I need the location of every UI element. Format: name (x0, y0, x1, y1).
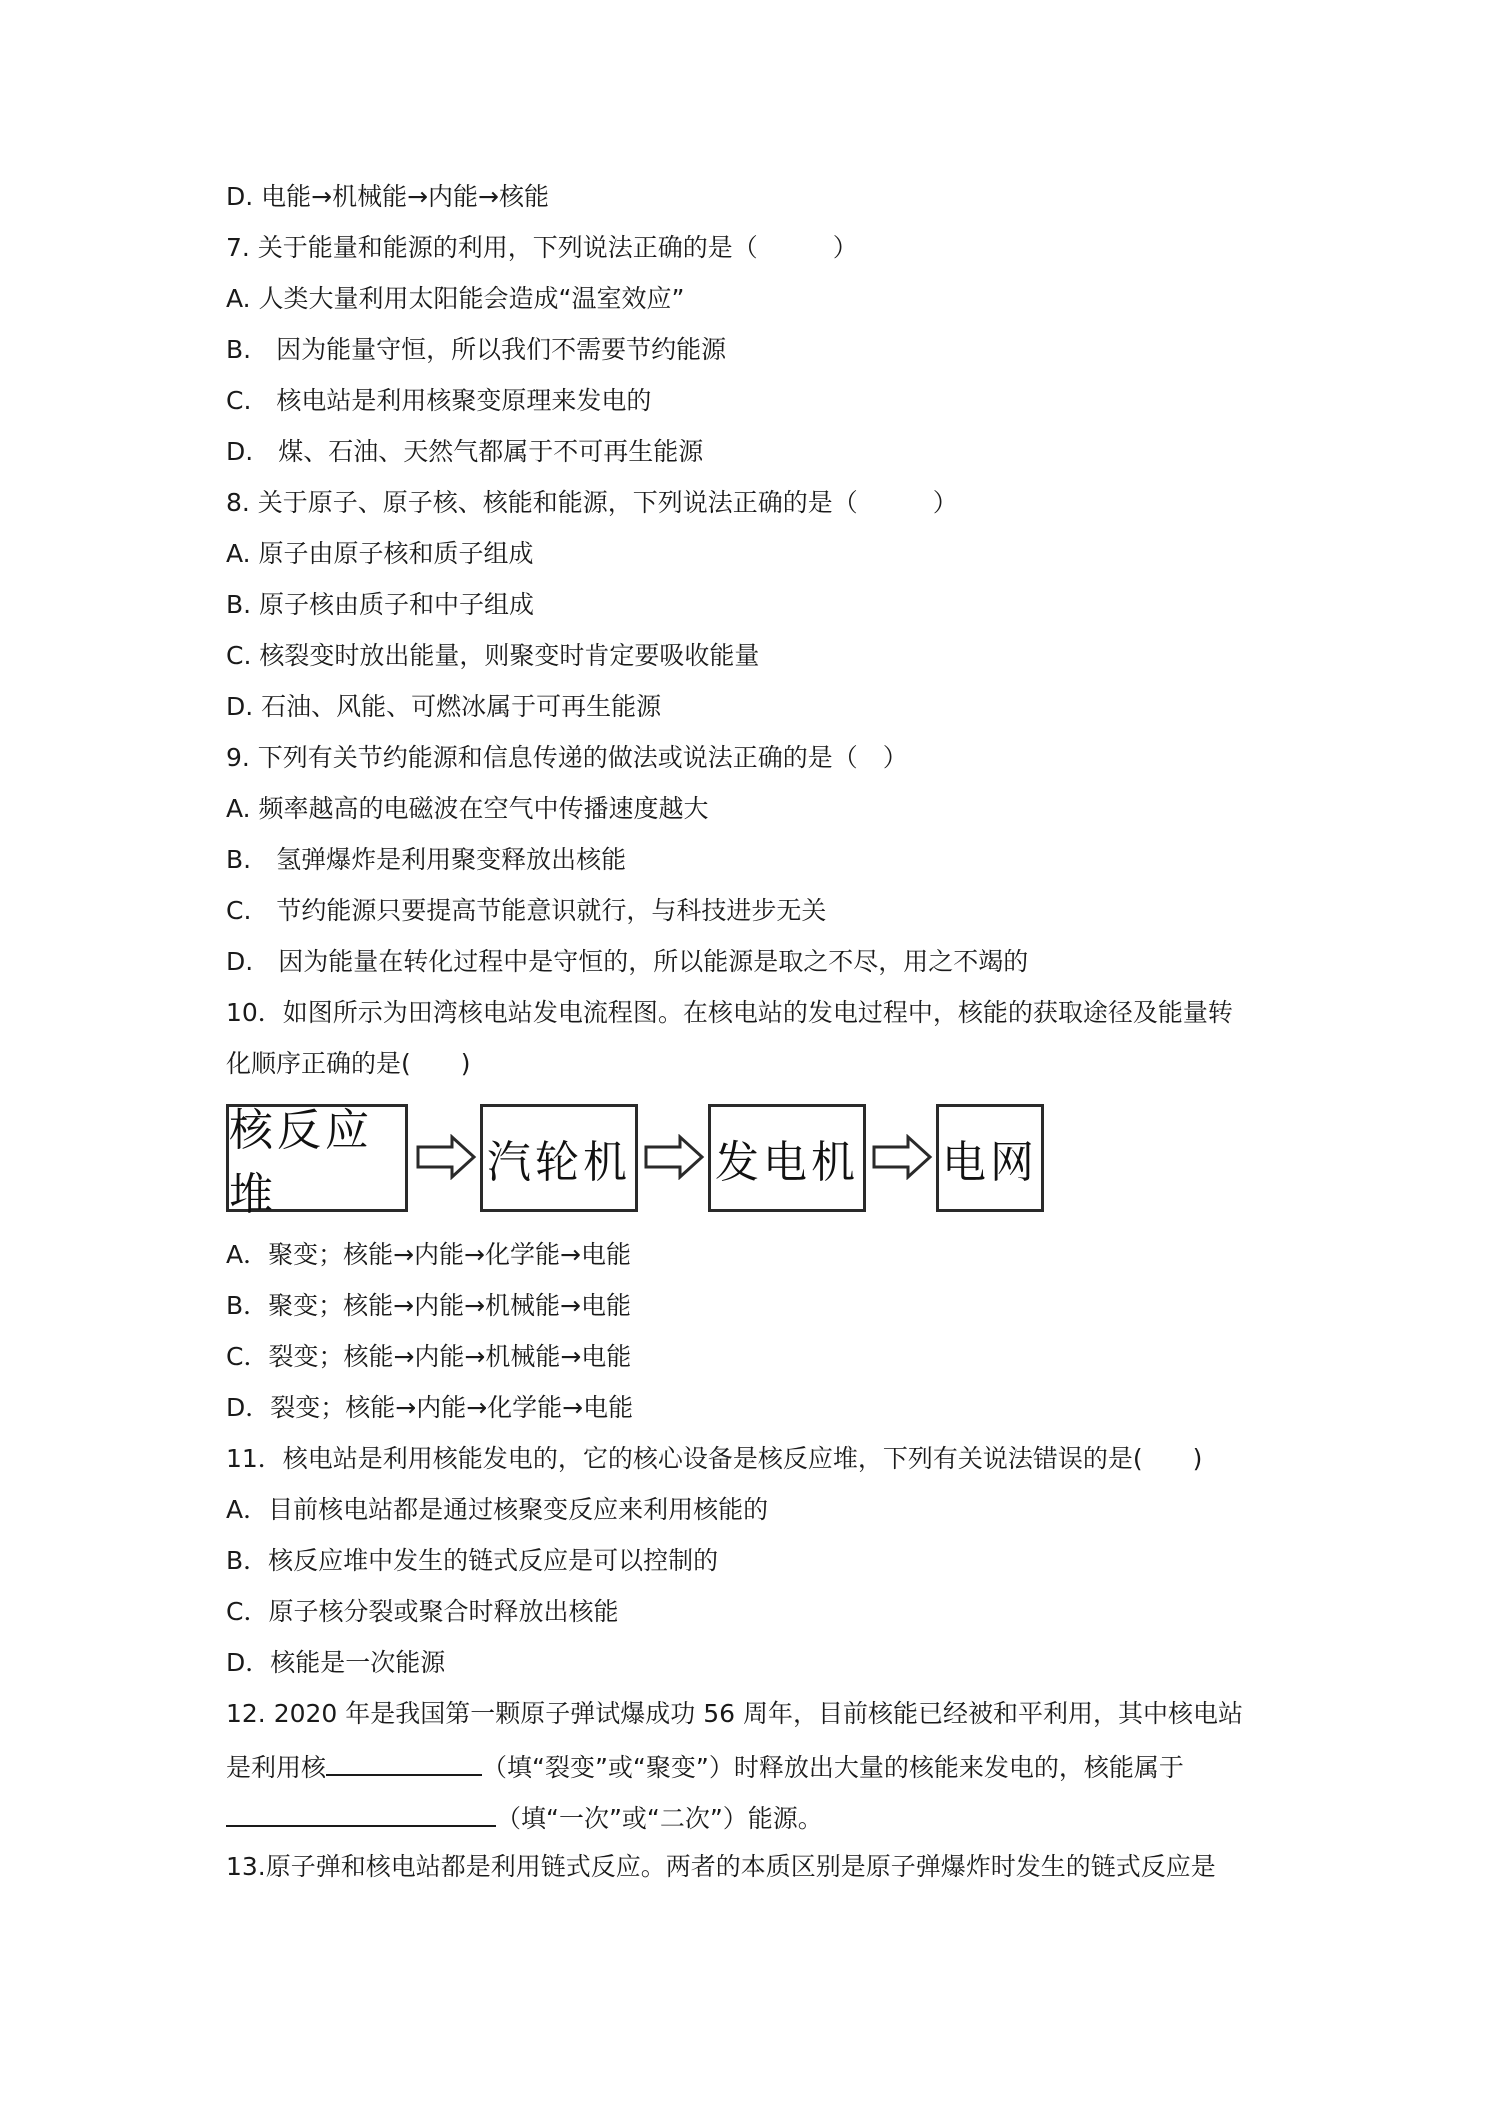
flow-arrow-icon (644, 1134, 706, 1180)
q12-line3 (226, 1799, 1286, 1836)
q10-option-b: B．聚变；核能→内能→机械能→电能 (226, 1291, 631, 1320)
q11-option-b: B．核反应堆中发生的链式反应是可以控制的 (226, 1546, 719, 1575)
q12-text-after-blank: （填“裂变”或“聚变”）时释放出大量的核能来发电的，核能属于 (482, 1753, 1184, 1782)
q11-option-c: C．原子核分裂或聚合时释放出核能 (226, 1597, 619, 1626)
q10-option-c: C．裂变；核能→内能→机械能→电能 (226, 1342, 632, 1371)
q9-stem: 9. 下列有关节约能源和信息传递的做法或说法正确的是（ ） (226, 743, 908, 772)
flow-box-grid: 电网 (936, 1104, 1044, 1212)
q8-stem: 8. 关于原子、原子核、核能和能源，下列说法正确的是（ ） (226, 488, 958, 517)
q7-option-b: B. 因为能量守恒，所以我们不需要节约能源 (226, 335, 727, 364)
q10-option-d: D．裂变；核能→内能→化学能→电能 (226, 1393, 634, 1422)
q12-text-line3: （填“一次”或“二次”）能源。 (496, 1804, 823, 1833)
flow-box-generator: 发电机 (708, 1104, 866, 1212)
flow-arrow-icon (872, 1134, 934, 1180)
q7-option-a: A. 人类大量利用太阳能会造成“温室效应” (226, 284, 685, 313)
q7-stem: 7. 关于能量和能源的利用，下列说法正确的是（ ） (226, 233, 858, 262)
q12-answer-blank-1[interactable] (326, 1748, 482, 1776)
flow-box-reactor: 核反应堆 (226, 1104, 408, 1212)
q8-option-d: D. 石油、风能、可燃冰属于可再生能源 (226, 692, 662, 721)
q9-option-d: D. 因为能量在转化过程中是守恒的，所以能源是取之不尽，用之不竭的 (226, 947, 1029, 976)
flow-box-turbine: 汽轮机 (480, 1104, 638, 1212)
q10-stem-line2: 化顺序正确的是( ) (226, 1049, 471, 1078)
q12-line1: 12. 2020 年是我国第一颗原子弹试爆成功 56 周年，目前核能已经被和平利用，其中核电站 (226, 1699, 1243, 1728)
q11-stem: 11．核电站是利用核能发电的，它的核心设备是核反应堆，下列有关说法错误的是( ) (226, 1444, 1203, 1473)
q12-line2 (226, 1748, 1286, 1785)
q9-option-a: A. 频率越高的电磁波在空气中传播速度越大 (226, 794, 709, 823)
q10-option-a: A．聚变；核能→内能→化学能→电能 (226, 1240, 631, 1269)
q6-option-d: D. 电能→机械能→内能→核能 (226, 182, 549, 211)
q7-option-d: D. 煤、石油、天然气都属于不可再生能源 (226, 437, 704, 466)
power-flow-diagram (226, 1104, 1046, 1220)
q8-option-b: B. 原子核由质子和中子组成 (226, 590, 535, 619)
q9-option-b: B. 氢弹爆炸是利用聚变释放出核能 (226, 845, 627, 874)
q10-stem-line1: 10．如图所示为田湾核电站发电流程图。在核电站的发电过程中，核能的获取途径及能量转 (226, 998, 1233, 1027)
q13-stem: 13.原子弹和核电站都是利用链式反应。两者的本质区别是原子弹爆炸时发生的链式反应是 (226, 1852, 1216, 1881)
q8-option-a: A. 原子由原子核和质子组成 (226, 539, 534, 568)
flow-arrow-icon (416, 1134, 478, 1180)
q7-option-c: C. 核电站是利用核聚变原理来发电的 (226, 386, 652, 415)
q11-option-a: A．目前核电站都是通过核聚变反应来利用核能的 (226, 1495, 769, 1524)
q9-option-c: C. 节约能源只要提高节能意识就行，与科技进步无关 (226, 896, 827, 925)
q11-option-d: D．核能是一次能源 (226, 1648, 446, 1677)
q12-text-before-blank: 是利用核 (226, 1753, 327, 1782)
q12-answer-blank-2[interactable] (226, 1799, 496, 1827)
q8-option-c: C. 核裂变时放出能量，则聚变时肯定要吸收能量 (226, 641, 760, 670)
